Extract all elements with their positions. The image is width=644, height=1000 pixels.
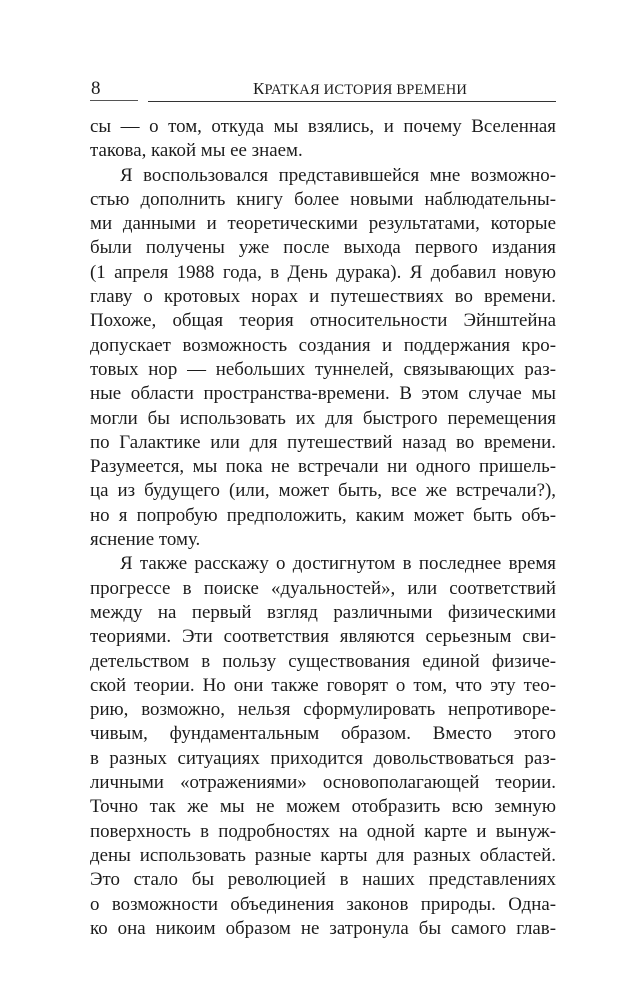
text-line-34: ко она никоим образом не затронула бы самого глав- xyxy=(90,917,556,939)
body-text xyxy=(90,115,556,941)
text-line-27: в разных ситуациях приходится довольствоваться раз- xyxy=(90,747,556,769)
text-line-11: товых нор — небольших туннелей, связывающих раз- xyxy=(90,358,556,380)
text-line-18: яснение тому. xyxy=(90,529,201,551)
text-line-16: ца из будущего (или, может быть, все же встречали?), xyxy=(90,480,556,502)
text-line-21: между на первый взгляд различными физическими xyxy=(90,601,556,623)
text-line-2: такова, какой мы ее знаем. xyxy=(90,140,303,162)
text-line-8: главу о кротовых норах и путешествиях во времени. xyxy=(90,286,556,308)
text-line-20: прогрессе в поиске «дуальностей», или соответствий xyxy=(90,577,556,599)
text-line-24: ской теории. Но они также говорят о том, что эту тео- xyxy=(90,674,556,696)
text-line-15: Разумеется, мы пока не встречали ни одного пришель- xyxy=(90,456,556,478)
text-line-12: ные области пространства-времени. В этом случае мы xyxy=(90,383,556,405)
text-line-4: стью дополнить книгу более новыми наблюдательны- xyxy=(90,188,556,210)
text-line-14: по Галактике или для путешествий назад во времени. xyxy=(90,431,556,453)
running-title-rest: РАТКАЯ ИСТОРИЯ ВРЕМЕНИ xyxy=(264,82,468,98)
text-line-26: чивым, фундаментальным образом. Вместо этого xyxy=(90,723,556,745)
running-title xyxy=(253,80,467,99)
page-number-rule xyxy=(90,100,138,101)
text-line-31: дены использовать разные карты для разных областей. xyxy=(90,844,556,866)
text-line-3: Я воспользовался представившейся мне возможно- xyxy=(120,164,556,186)
text-line-9: Похоже, общая теория относительности Эйнштейна xyxy=(90,310,556,332)
header-rule xyxy=(148,101,556,102)
text-line-13: могли бы использовать их для быстрого перемещения xyxy=(90,407,556,429)
text-line-10: допускает возможность создания и поддержания кро- xyxy=(90,334,556,356)
text-line-32: Это стало бы революцией в наших представлениях xyxy=(90,869,556,891)
text-line-33: о возможности объединения законов природы. Одна- xyxy=(90,893,556,915)
text-line-5: ми данными и теоретическими результатами, которые xyxy=(90,213,556,235)
text-line-1: сы — о том, откуда мы взялись, и почему Вселенная xyxy=(90,116,556,137)
text-line-6: были получены уже после выхода первого издания xyxy=(90,237,556,259)
text-line-17: но я попробую предположить, каким может быть объ- xyxy=(90,504,556,526)
page-number: 8 xyxy=(91,78,101,99)
text-line-7: (1 апреля 1988 года, в День дурака). Я добавил новую xyxy=(90,261,556,283)
text-line-22: теориями. Эти соответствия являются серьезным сви- xyxy=(90,626,556,648)
text-line-29: Точно так же мы не можем отобразить всю земную xyxy=(90,796,556,818)
text-line-25: рию, возможно, нельзя сформулировать непротиворе- xyxy=(90,699,556,721)
text-line-23: детельством в пользу существования единой физиче- xyxy=(90,650,556,672)
text-line-28: личными «отражениями» основополагающей теории. xyxy=(90,772,556,794)
running-title-initial: К xyxy=(253,79,265,98)
text-line-19: Я также расскажу о достигнутом в последнее время xyxy=(120,553,556,575)
text-line-30: поверхность в подробностях на одной карте и вынуж- xyxy=(90,820,556,842)
